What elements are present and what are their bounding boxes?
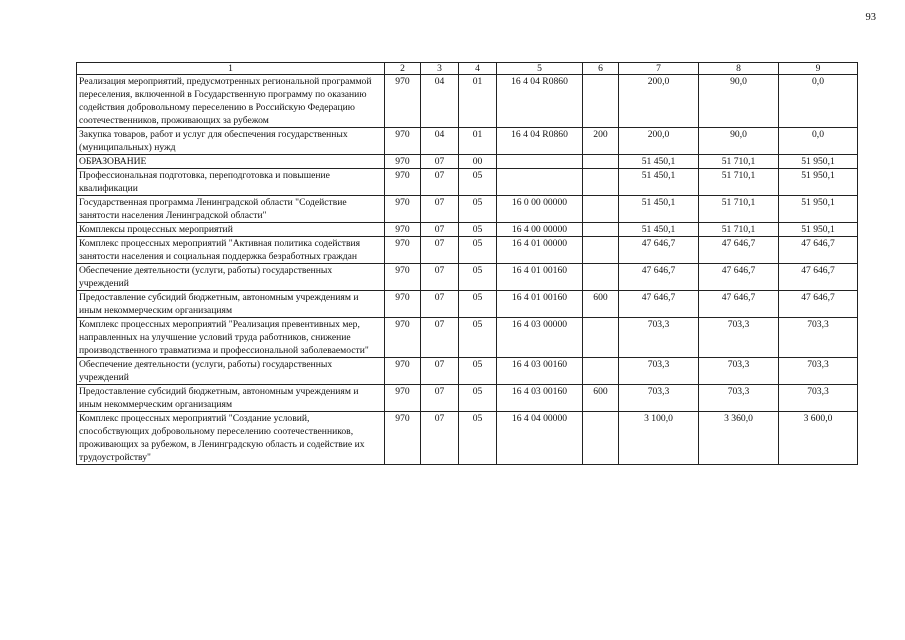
row-name: Комплекс процессных мероприятий "Создание условий, способствующих добровольному переселению соотечественников, проживающих за рубежом, в Ленинградскую область и содействие их трудоустройству" bbox=[77, 412, 385, 465]
expense-type bbox=[583, 412, 619, 465]
subsection-code: 05 bbox=[459, 223, 497, 237]
amount-col-9: 51 950,1 bbox=[779, 169, 858, 196]
admin-code: 970 bbox=[385, 412, 421, 465]
target-article: 16 4 04 00000 bbox=[497, 412, 583, 465]
table-row bbox=[77, 155, 858, 169]
section-code: 07 bbox=[421, 358, 459, 385]
section-code: 07 bbox=[421, 264, 459, 291]
expense-type bbox=[583, 223, 619, 237]
target-article: 16 4 01 00160 bbox=[497, 264, 583, 291]
subsection-code: 05 bbox=[459, 358, 497, 385]
table-row bbox=[77, 291, 858, 318]
column-header-7: 7 bbox=[619, 63, 699, 75]
subsection-code: 05 bbox=[459, 196, 497, 223]
row-name: ОБРАЗОВАНИЕ bbox=[77, 155, 385, 169]
amount-col-7: 51 450,1 bbox=[619, 223, 699, 237]
amount-col-9: 0,0 bbox=[779, 75, 858, 128]
row-name: Комплекс процессных мероприятий "Активная политика содействия занятости населения и социальная поддержка безработных граждан bbox=[77, 237, 385, 264]
header-row bbox=[77, 63, 858, 75]
table-row bbox=[77, 318, 858, 358]
amount-col-8: 51 710,1 bbox=[699, 155, 779, 169]
admin-code: 970 bbox=[385, 223, 421, 237]
expense-type bbox=[583, 318, 619, 358]
section-code: 07 bbox=[421, 318, 459, 358]
table-row bbox=[77, 412, 858, 465]
amount-col-8: 51 710,1 bbox=[699, 223, 779, 237]
amount-col-8: 703,3 bbox=[699, 385, 779, 412]
section-code: 07 bbox=[421, 155, 459, 169]
row-name: Закупка товаров, работ и услуг для обеспечения государственных (муниципальных) нужд bbox=[77, 128, 385, 155]
subsection-code: 05 bbox=[459, 264, 497, 291]
expense-type bbox=[583, 358, 619, 385]
amount-col-9: 3 600,0 bbox=[779, 412, 858, 465]
section-code: 07 bbox=[421, 223, 459, 237]
amount-col-7: 703,3 bbox=[619, 318, 699, 358]
admin-code: 970 bbox=[385, 264, 421, 291]
admin-code: 970 bbox=[385, 358, 421, 385]
admin-code: 970 bbox=[385, 169, 421, 196]
column-header-3: 3 bbox=[421, 63, 459, 75]
amount-col-9: 703,3 bbox=[779, 385, 858, 412]
column-header-1: 1 bbox=[77, 63, 385, 75]
amount-col-7: 200,0 bbox=[619, 75, 699, 128]
row-name: Комплексы процессных мероприятий bbox=[77, 223, 385, 237]
subsection-code: 01 bbox=[459, 75, 497, 128]
expense-type: 200 bbox=[583, 128, 619, 155]
column-header-9: 9 bbox=[779, 63, 858, 75]
amount-col-8: 3 360,0 bbox=[699, 412, 779, 465]
page-number: 93 bbox=[865, 12, 876, 23]
expense-type bbox=[583, 155, 619, 169]
target-article: 16 4 01 00000 bbox=[497, 237, 583, 264]
amount-col-8: 47 646,7 bbox=[699, 291, 779, 318]
row-name: Обеспечение деятельности (услуги, работы) государственных учреждений bbox=[77, 358, 385, 385]
admin-code: 970 bbox=[385, 128, 421, 155]
amount-col-9: 47 646,7 bbox=[779, 264, 858, 291]
amount-col-7: 703,3 bbox=[619, 358, 699, 385]
amount-col-8: 90,0 bbox=[699, 75, 779, 128]
admin-code: 970 bbox=[385, 155, 421, 169]
column-header-5: 5 bbox=[497, 63, 583, 75]
admin-code: 970 bbox=[385, 196, 421, 223]
amount-col-7: 47 646,7 bbox=[619, 291, 699, 318]
amount-col-7: 703,3 bbox=[619, 385, 699, 412]
amount-col-8: 51 710,1 bbox=[699, 196, 779, 223]
amount-col-9: 51 950,1 bbox=[779, 196, 858, 223]
amount-col-7: 200,0 bbox=[619, 128, 699, 155]
amount-col-7: 47 646,7 bbox=[619, 264, 699, 291]
row-name: Предоставление субсидий бюджетным, автономным учреждениям и иным некоммерческим организациям bbox=[77, 291, 385, 318]
admin-code: 970 bbox=[385, 291, 421, 318]
amount-col-8: 703,3 bbox=[699, 318, 779, 358]
table-row bbox=[77, 196, 858, 223]
admin-code: 970 bbox=[385, 318, 421, 358]
amount-col-8: 703,3 bbox=[699, 358, 779, 385]
subsection-code: 05 bbox=[459, 385, 497, 412]
target-article: 16 4 04 R0860 bbox=[497, 128, 583, 155]
section-code: 07 bbox=[421, 412, 459, 465]
subsection-code: 05 bbox=[459, 169, 497, 196]
amount-col-7: 51 450,1 bbox=[619, 169, 699, 196]
admin-code: 970 bbox=[385, 385, 421, 412]
target-article bbox=[497, 155, 583, 169]
section-code: 07 bbox=[421, 291, 459, 318]
amount-col-8: 47 646,7 bbox=[699, 237, 779, 264]
amount-col-9: 703,3 bbox=[779, 318, 858, 358]
target-article: 16 4 03 00160 bbox=[497, 358, 583, 385]
section-code: 07 bbox=[421, 237, 459, 264]
amount-col-7: 3 100,0 bbox=[619, 412, 699, 465]
target-article: 16 0 00 00000 bbox=[497, 196, 583, 223]
target-article: 16 4 03 00000 bbox=[497, 318, 583, 358]
subsection-code: 05 bbox=[459, 318, 497, 358]
target-article: 16 4 03 00160 bbox=[497, 385, 583, 412]
row-name: Профессиональная подготовка, переподготовка и повышение квалификации bbox=[77, 169, 385, 196]
expense-type bbox=[583, 264, 619, 291]
row-name: Комплекс процессных мероприятий "Реализация превентивных мер, направленных на улучшение условий труда работников, снижение производственного травматизма и профессиональной заболеваемости" bbox=[77, 318, 385, 358]
amount-col-8: 51 710,1 bbox=[699, 169, 779, 196]
row-name: Государственная программа Ленинградской области "Содействие занятости населения Ленинградской области" bbox=[77, 196, 385, 223]
amount-col-7: 51 450,1 bbox=[619, 155, 699, 169]
amount-col-9: 703,3 bbox=[779, 358, 858, 385]
table-row bbox=[77, 128, 858, 155]
expense-type bbox=[583, 237, 619, 264]
table-row bbox=[77, 385, 858, 412]
row-name: Предоставление субсидий бюджетным, автономным учреждениям и иным некоммерческим организациям bbox=[77, 385, 385, 412]
admin-code: 970 bbox=[385, 237, 421, 264]
column-header-2: 2 bbox=[385, 63, 421, 75]
target-article: 16 4 04 R0860 bbox=[497, 75, 583, 128]
table-row bbox=[77, 223, 858, 237]
subsection-code: 01 bbox=[459, 128, 497, 155]
subsection-code: 00 bbox=[459, 155, 497, 169]
target-article: 16 4 00 00000 bbox=[497, 223, 583, 237]
amount-col-9: 47 646,7 bbox=[779, 291, 858, 318]
table-row bbox=[77, 75, 858, 128]
amount-col-8: 47 646,7 bbox=[699, 264, 779, 291]
column-header-6: 6 bbox=[583, 63, 619, 75]
amount-col-8: 90,0 bbox=[699, 128, 779, 155]
target-article: 16 4 01 00160 bbox=[497, 291, 583, 318]
section-code: 07 bbox=[421, 196, 459, 223]
section-code: 04 bbox=[421, 128, 459, 155]
subsection-code: 05 bbox=[459, 291, 497, 318]
section-code: 07 bbox=[421, 169, 459, 196]
subsection-code: 05 bbox=[459, 237, 497, 264]
table-row bbox=[77, 358, 858, 385]
expense-type bbox=[583, 75, 619, 128]
table-row bbox=[77, 169, 858, 196]
expense-type: 600 bbox=[583, 291, 619, 318]
amount-col-7: 51 450,1 bbox=[619, 196, 699, 223]
expense-type bbox=[583, 196, 619, 223]
amount-col-7: 47 646,7 bbox=[619, 237, 699, 264]
expense-type bbox=[583, 169, 619, 196]
table-row bbox=[77, 237, 858, 264]
column-header-4: 4 bbox=[459, 63, 497, 75]
admin-code: 970 bbox=[385, 75, 421, 128]
section-code: 07 bbox=[421, 385, 459, 412]
row-name: Реализация мероприятий, предусмотренных региональной программой переселения, включенной в Государственную программу по оказанию содействия добровольному переселению в Российскую Федерацию соотечественников, проживающих за рубежом bbox=[77, 75, 385, 128]
budget-table bbox=[76, 62, 858, 465]
section-code: 04 bbox=[421, 75, 459, 128]
amount-col-9: 47 646,7 bbox=[779, 237, 858, 264]
amount-col-9: 51 950,1 bbox=[779, 155, 858, 169]
target-article bbox=[497, 169, 583, 196]
expense-type: 600 bbox=[583, 385, 619, 412]
row-name: Обеспечение деятельности (услуги, работы) государственных учреждений bbox=[77, 264, 385, 291]
table-row bbox=[77, 264, 858, 291]
amount-col-9: 51 950,1 bbox=[779, 223, 858, 237]
column-header-8: 8 bbox=[699, 63, 779, 75]
subsection-code: 05 bbox=[459, 412, 497, 465]
amount-col-9: 0,0 bbox=[779, 128, 858, 155]
